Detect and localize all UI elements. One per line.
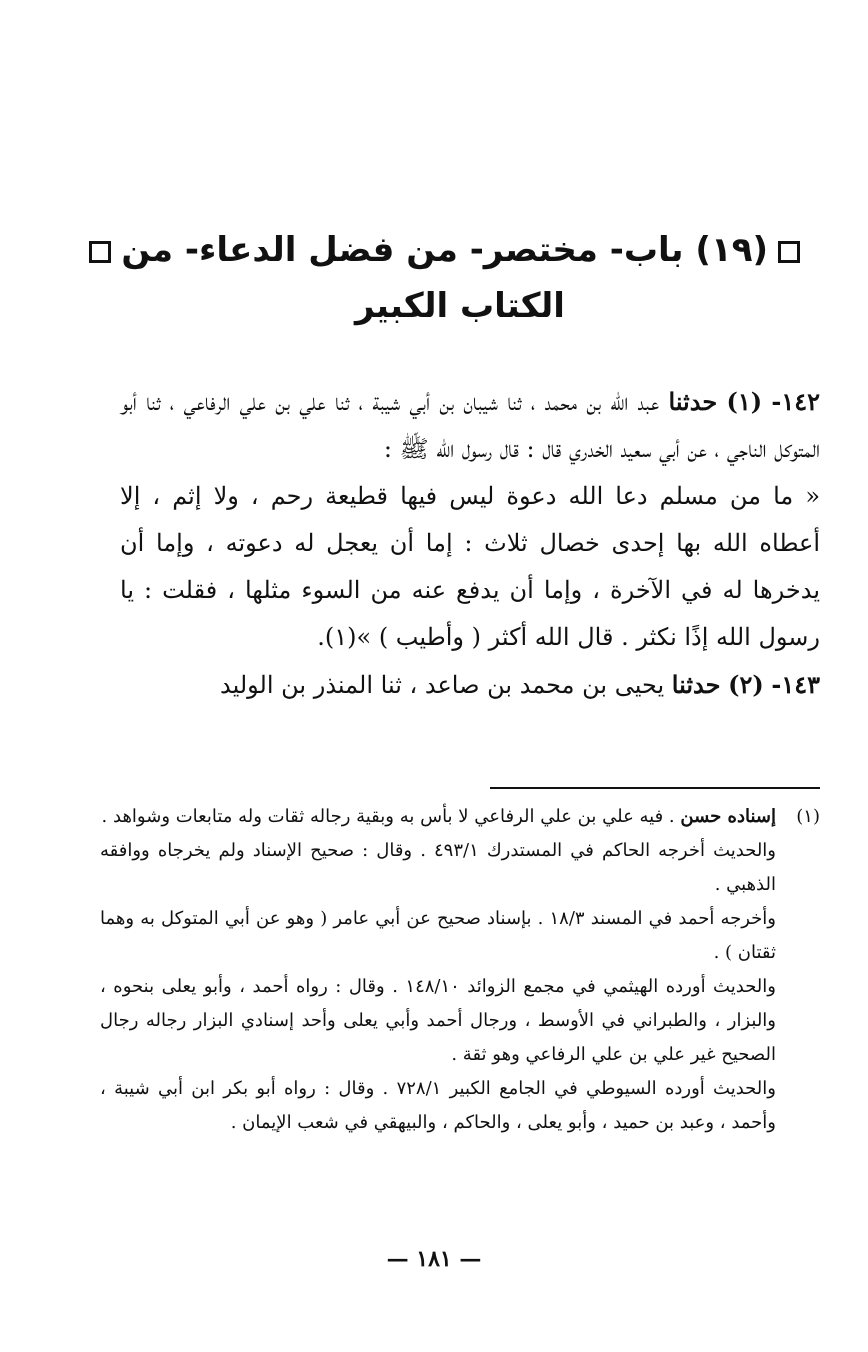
chapter-title-text-2: الكتاب الكبير	[355, 286, 565, 326]
chapter-title-text-1: (١٩) باب- مختصر- من فضل الدعاء- من	[121, 230, 768, 270]
chapter-title	[110, 222, 810, 334]
square-ornament-icon	[778, 241, 800, 263]
footnote-text-3: وأخرجه أحمد في المسند ١٨/٣ . بإسناد صحيح عن أبي عامر ( وهو عن أبي المتوكل به وهما ثقتان ) .	[100, 908, 776, 963]
footnote-text-2: والحديث أخرجه الحاكم في المستدرك ٤٩٣/١ . وقال : صحيح الإسناد ولم يخرجاه ووافقه الذهبي .	[100, 840, 776, 895]
hadith-number: ١٤٣-	[771, 670, 820, 699]
main-text	[120, 378, 820, 709]
footnotes	[100, 800, 820, 1140]
isnad-text: عبد الله بن محمد ، ثنا شيبان بن أبي شيبة ، ثنا علي بن علي الرفاعي ، ثنا أبو المتوكل الناجي ، عن أبي سعيد الخدري قال : قال رسول الله ﷺ :	[120, 388, 820, 463]
square-ornament-icon	[89, 241, 111, 263]
hadith-142-isnad	[120, 378, 820, 473]
chapter-title-line-1	[110, 222, 810, 278]
hadith-143	[120, 661, 820, 709]
footnote-text-5: والحديث أورده السيوطي في الجامع الكبير ٧٢٨/١ . وقال : رواه أبو بكر ابن أبي شيبة ، وأحمد ، وعبد بن حميد ، وأبو يعلى ، والحاكم ، والبيهقي في شعب الإيمان .	[100, 1078, 776, 1133]
footnote-separator	[490, 787, 820, 789]
page-number: — ١٨١ —	[386, 1246, 482, 1272]
footnote-text-1: . فيه علي بن علي الرفاعي لا بأس به وبقية رجاله ثقات وله متابعات وشواهد .	[101, 806, 675, 827]
hadith-142-matn: « ما من مسلم دعا الله دعوة ليس فيها قطيعة رحم ، ولا إثم ، إلا أعطاه الله بها إحدى خصال ثلاث : إما أن يعجل له دعوته ، وإما أن يدخرها له في الآخرة ، وإما أن يدفع عنه من السوء مثلها ، فقلت : يا رسول الله إذًا نكثر . قال الله أكثر ( وأطيب ) »(١).	[120, 482, 821, 651]
footnote-text-4: والحديث أورده الهيثمي في مجمع الزوائد ١٤٨/١٠ . وقال : رواه أحمد ، وأبو يعلى بنحوه ، والبزار ، والطبراني في الأوسط ، ورجال أحمد وأبي يعلى وأحد إسنادي البزار رجاله رجال الصحيح غير علي بن علي الرفاعي وهو ثقة .	[100, 976, 776, 1065]
hadith-sub-number: (٢)	[728, 670, 764, 699]
hadith-sub-number: (١)	[726, 387, 763, 416]
footnote-grading: إسناده حسن	[680, 806, 776, 827]
hadith-143-text: يحيى بن محمد بن صاعد ، ثنا المنذر بن الوليد	[220, 671, 665, 699]
hadith-number: ١٤٢-	[771, 387, 820, 416]
narration-keyword: حدثنا	[668, 387, 718, 416]
footnote-number: (١)	[796, 806, 820, 827]
footnote-1	[100, 800, 820, 834]
narration-keyword: حدثنا	[671, 670, 721, 699]
